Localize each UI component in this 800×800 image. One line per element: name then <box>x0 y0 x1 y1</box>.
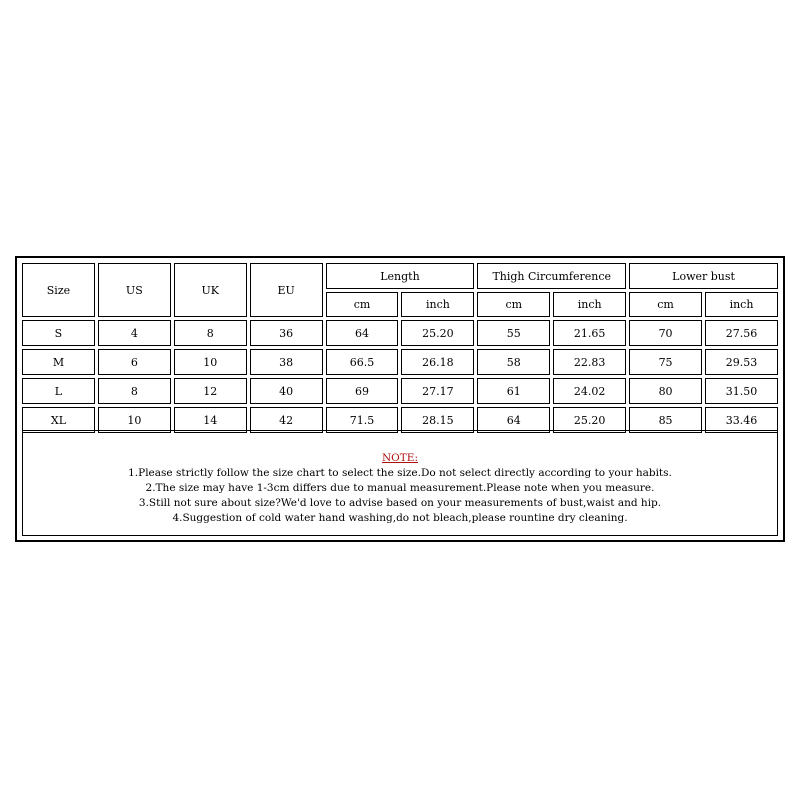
table-cell: 22.83 <box>553 349 626 375</box>
table-cell: 27.17 <box>401 378 474 404</box>
header-length-inch: inch <box>401 292 474 317</box>
header-thigh-cm: cm <box>477 292 550 317</box>
table-cell: 36 <box>250 320 323 346</box>
table-cell: 61 <box>477 378 550 404</box>
note-line: 3.Still not sure about size?We'd love to advise based on your measurements of bust,waist and hip. <box>138 497 662 509</box>
header-row-1 <box>22 263 778 289</box>
table-cell: 8 <box>174 320 247 346</box>
table-cell: 6 <box>98 349 171 375</box>
header-us: US <box>98 263 171 317</box>
table-cell: 8 <box>98 378 171 404</box>
header-bust-cm: cm <box>629 292 702 317</box>
header-length-cm: cm <box>326 292 399 317</box>
table-cell: 25.20 <box>553 407 626 433</box>
header-eu: EU <box>250 263 323 317</box>
note-line: 2.The size may have 1-3cm differs due to manual measurement.Please note when you measure. <box>145 482 655 494</box>
table-cell: 80 <box>629 378 702 404</box>
table-cell: 24.02 <box>553 378 626 404</box>
header-size: Size <box>22 263 95 317</box>
table-row <box>22 378 778 404</box>
table-cell: 29.53 <box>705 349 778 375</box>
table-cell: 26.18 <box>401 349 474 375</box>
size-table <box>19 260 781 436</box>
table-cell: M <box>22 349 95 375</box>
note-box <box>22 430 778 536</box>
header-thigh: Thigh Circumference <box>477 263 626 289</box>
table-cell: 40 <box>250 378 323 404</box>
note-line: 4.Suggestion of cold water hand washing,do not bleach,please rountine dry cleaning. <box>172 512 628 524</box>
table-cell: 55 <box>477 320 550 346</box>
table-cell: 4 <box>98 320 171 346</box>
table-cell: 64 <box>477 407 550 433</box>
table-cell: 42 <box>250 407 323 433</box>
table-cell: L <box>22 378 95 404</box>
table-cell: 66.5 <box>326 349 399 375</box>
note-line: 1.Please strictly follow the size chart to select the size.Do not select directly according to your habits. <box>128 467 672 479</box>
header-uk: UK <box>174 263 247 317</box>
table-cell: 21.65 <box>553 320 626 346</box>
table-cell: 38 <box>250 349 323 375</box>
table-cell: 14 <box>174 407 247 433</box>
table-row <box>22 320 778 346</box>
table-cell: 10 <box>174 349 247 375</box>
table-cell: 28.15 <box>401 407 474 433</box>
header-lower-bust: Lower bust <box>629 263 778 289</box>
header-length: Length <box>326 263 475 289</box>
note-title: NOTE: <box>381 452 418 464</box>
table-cell: 69 <box>326 378 399 404</box>
table-cell: S <box>22 320 95 346</box>
table-cell: 10 <box>98 407 171 433</box>
header-bust-inch: inch <box>705 292 778 317</box>
table-cell: 70 <box>629 320 702 346</box>
table-cell: 27.56 <box>705 320 778 346</box>
table-cell: 85 <box>629 407 702 433</box>
header-thigh-inch: inch <box>553 292 626 317</box>
table-row <box>22 349 778 375</box>
table-cell: 64 <box>326 320 399 346</box>
table-cell: XL <box>22 407 95 433</box>
table-cell: 58 <box>477 349 550 375</box>
table-cell: 33.46 <box>705 407 778 433</box>
table-cell: 12 <box>174 378 247 404</box>
table-cell: 75 <box>629 349 702 375</box>
table-cell: 31.50 <box>705 378 778 404</box>
size-chart <box>15 256 785 542</box>
table-cell: 71.5 <box>326 407 399 433</box>
table-cell: 25.20 <box>401 320 474 346</box>
